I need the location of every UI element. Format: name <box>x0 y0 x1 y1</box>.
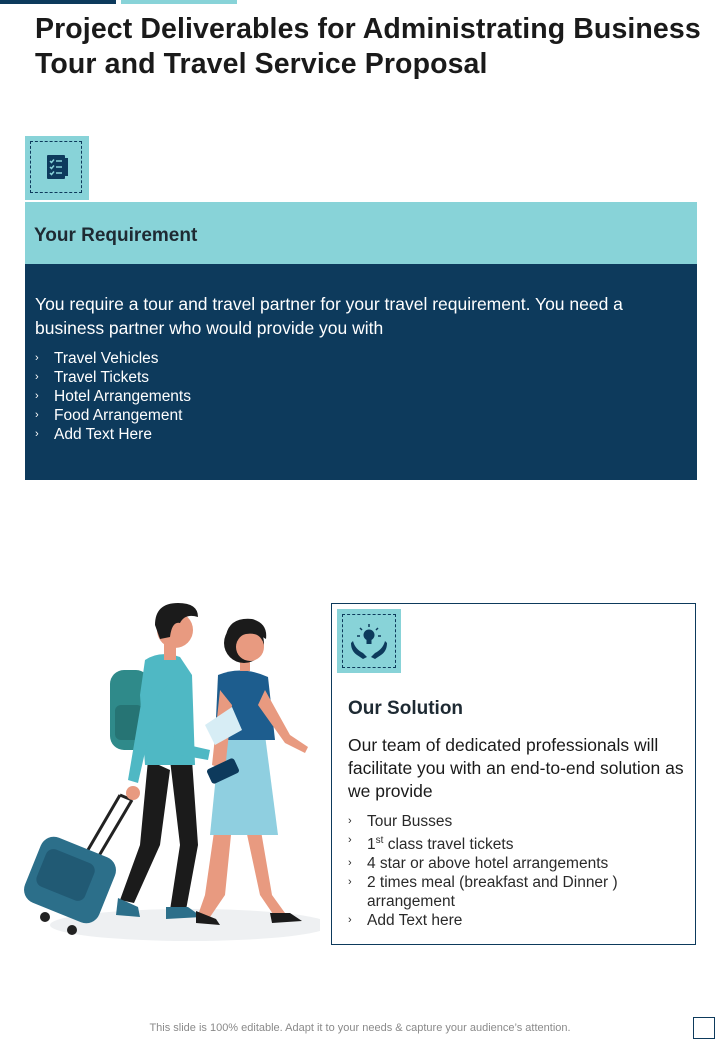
requirement-icon-box <box>25 136 89 200</box>
chevron-right-icon: › <box>348 834 352 846</box>
list-item: › Travel Vehicles <box>35 350 159 367</box>
chevron-right-icon: › <box>35 371 39 383</box>
list-item: › Add Text here <box>348 912 463 930</box>
checklist-icon <box>31 142 81 192</box>
solution-heading: Our Solution <box>348 698 464 719</box>
solution-panel <box>331 603 696 945</box>
chevron-right-icon: › <box>348 815 352 827</box>
chevron-right-icon: › <box>35 409 39 421</box>
requirement-header <box>25 202 697 264</box>
page-title: Project Deliverables for Administrating Business Tour and Travel Service Proposal <box>35 13 701 80</box>
hands-lightbulb-icon <box>343 615 395 667</box>
requirement-heading: Your Requirement <box>34 225 198 246</box>
requirement-panel <box>25 264 697 480</box>
list-item: › 1st class travel tickets <box>348 831 678 854</box>
corner-square-icon <box>693 1017 715 1039</box>
chevron-right-icon: › <box>35 352 39 364</box>
list-item: › 2 times meal (breakfast and Dinner ) arrangement <box>348 874 618 911</box>
chevron-right-icon: › <box>35 428 39 440</box>
solution-intro: Our team of dedicated professionals will facilitate you with an end-to-end solution as we provide <box>348 735 684 801</box>
chevron-right-icon: › <box>348 857 352 870</box>
accent-bar-navy <box>0 0 116 4</box>
solution-icon-box <box>337 609 401 673</box>
solution-list <box>348 812 678 930</box>
accent-bar-teal <box>121 0 237 4</box>
requirement-intro: You require a tour and travel partner for your travel requirement. You need a business partner who would provide you with <box>35 294 623 338</box>
travelers-illustration <box>20 595 320 950</box>
chevron-right-icon: › <box>348 914 352 927</box>
list-item: › Hotel Arrangements <box>35 388 191 405</box>
chevron-right-icon: › <box>35 390 39 402</box>
list-item: › Food Arrangement <box>35 407 183 424</box>
chevron-right-icon: › <box>348 876 352 889</box>
list-item: › Travel Tickets <box>35 369 150 386</box>
list-item: › 4 star or above hotel arrangements <box>348 855 609 873</box>
requirement-list <box>35 349 191 444</box>
list-item: › Add Text Here <box>35 426 152 443</box>
footer-note: This slide is 100% editable. Adapt it to your needs & capture your audience’s attention. <box>149 1022 571 1034</box>
list-item: › Tour Busses <box>348 813 453 830</box>
